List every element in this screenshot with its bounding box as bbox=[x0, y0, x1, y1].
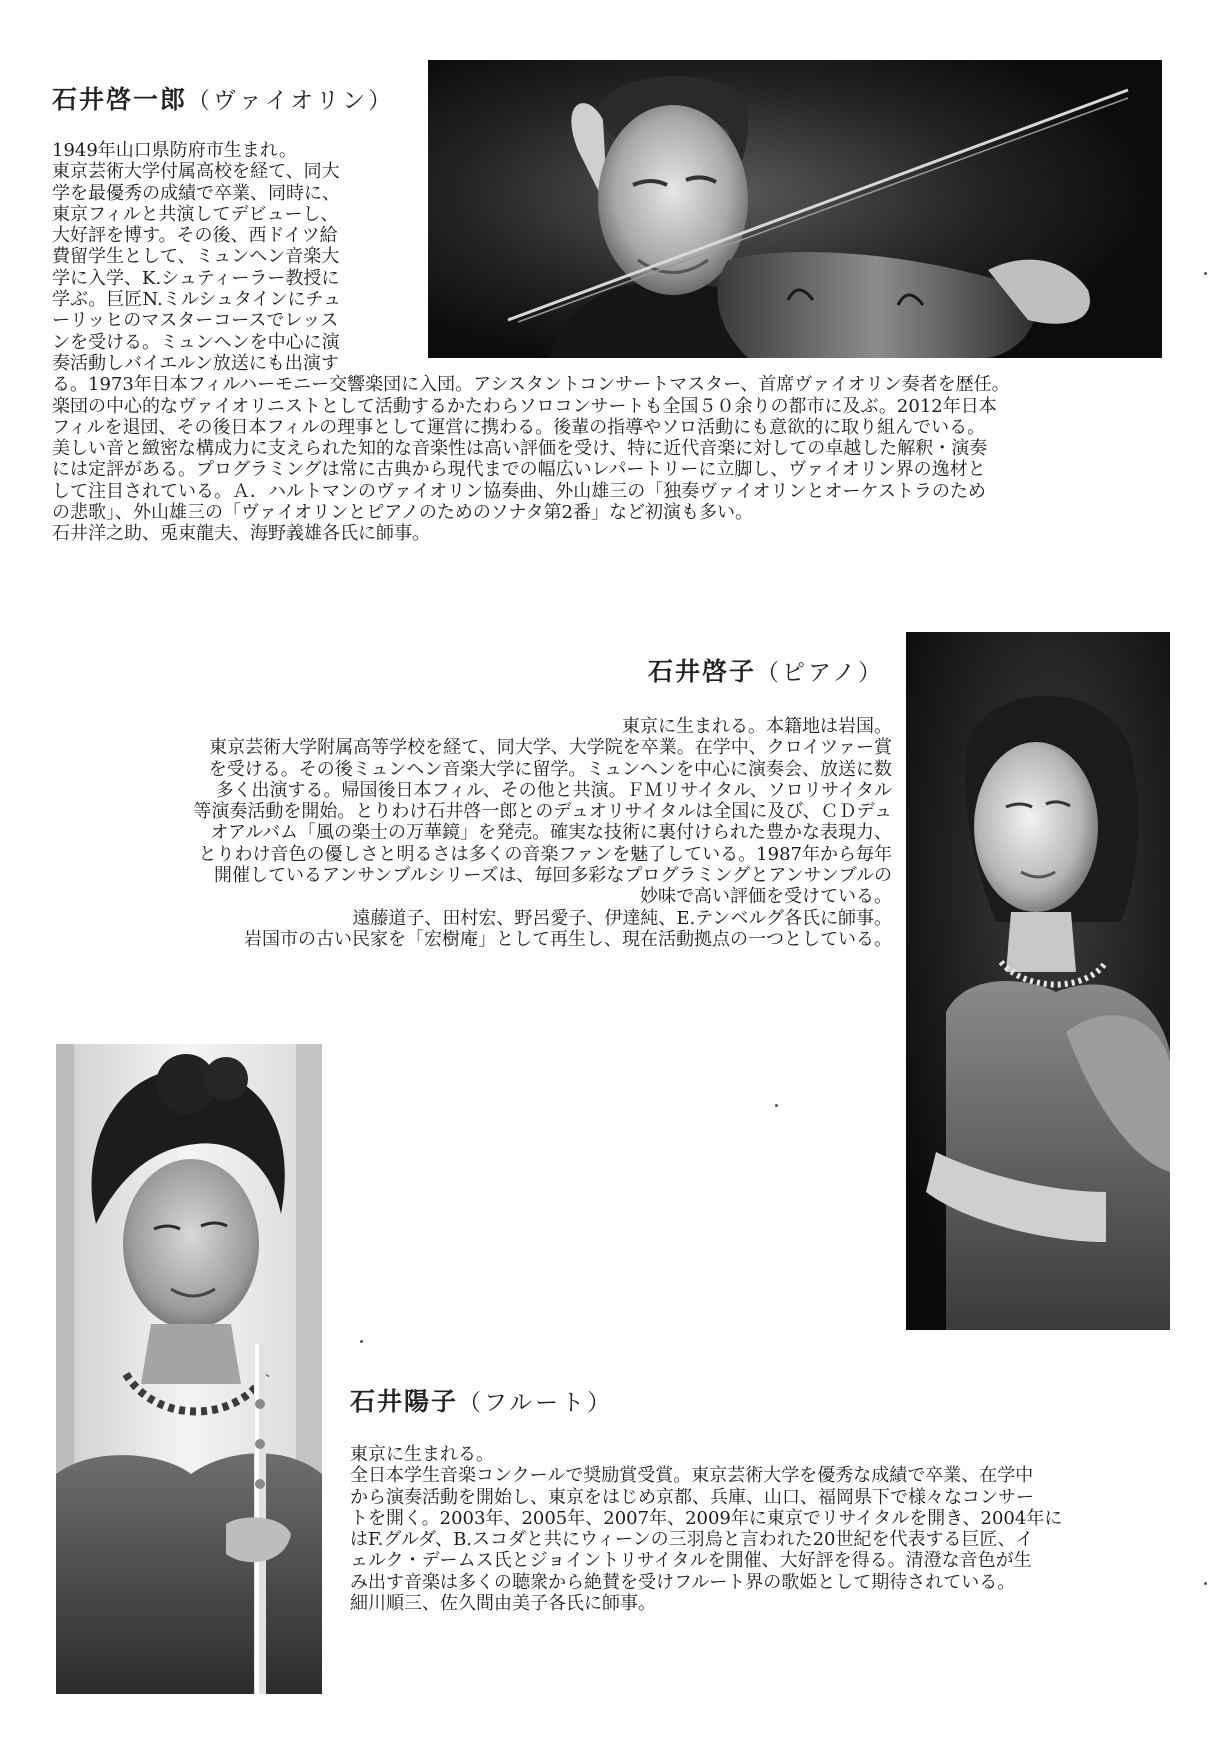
scan-speck bbox=[1204, 272, 1207, 275]
bio-line: る。1973年日本フィルハーモニー交響楽団に入団。アシスタントコンサートマスター、首席ヴァイオリン奏者を歴任。 bbox=[52, 374, 1010, 396]
bio-line: 学を最優秀の成績で卒業、同時に、 bbox=[52, 182, 340, 204]
bio-line: から演奏活動を開始し、東京をはじめ京都、兵庫、山口、福岡県下で様々なコンサー bbox=[350, 1486, 1034, 1508]
bio-line: 東京に生まれる。本籍地は岩国。 bbox=[622, 716, 892, 737]
bio-line: み出す音楽は多くの聴衆から絶賛を受けフルート界の歌姫として期待されている。 bbox=[350, 1571, 1016, 1593]
keiko-piano-photo bbox=[906, 632, 1170, 1330]
bio-line: 細川順三、佐久間由美子各氏に師事。 bbox=[350, 1593, 656, 1615]
bio-line: 全日本学生音楽コンクールで奨励賞受賞。東京芸術大学を優秀な成績で卒業、在学中 bbox=[350, 1465, 1034, 1487]
yoko-flute-photo bbox=[56, 1044, 322, 1694]
bio-line: 東京フィルと共演してデビューし、 bbox=[52, 203, 339, 225]
bio-line: 美しい音と緻密な構成力に支えられた知的な音楽性は高い評価を受け、特に近代音楽に対しての卓越した解釈・演奏 bbox=[52, 438, 988, 460]
bio-line: 東京芸術大学附属高等学校を経て、同大学、大学院を卒業。在学中、クロイツァー賞 bbox=[209, 737, 892, 759]
yoko-name: 石井陽子 bbox=[350, 1387, 459, 1416]
bio-line: ェルク・デームス氏とジョイントリサイタルを開催、大好評を得る。清澄な音色が生 bbox=[350, 1550, 1032, 1572]
scan-speck bbox=[775, 1104, 778, 1107]
bio-line: 多く出演する。帰国後日本フィル、その他と共演。ＦＭリサイタル、ソロリサイタル bbox=[215, 779, 892, 801]
bio-line: 岩国市の古い民家を「宏樹庵」として再生し、現在活動拠点の一つとしている。 bbox=[244, 928, 892, 950]
flutist-image bbox=[56, 1044, 322, 1694]
bio-line: 等演奏活動を開始。とりわけ石井啓一郎とのデュオリサイタルは全国に及び、ＣＤデュ bbox=[193, 801, 892, 823]
bio-line: 奏活動しバイエルン放送にも出演す bbox=[52, 352, 339, 374]
scan-speck bbox=[360, 1340, 363, 1343]
bio-line: オアルバム「風の楽士の万華鏡」を発売。確実な技術に裏付けられた豊かな表現力、 bbox=[210, 822, 892, 844]
bio-line: 東京に生まれる。 bbox=[350, 1444, 494, 1465]
bio-line: 大好評を博す。その後、西ドイツ給 bbox=[52, 225, 338, 247]
bio-line: を受ける。その後ミュンヘン音楽大学に留学。ミュンヘンを中心に演奏会、放送に数 bbox=[208, 758, 892, 780]
bio-line: の悲歌」、外山雄三の「ヴァイオリンとピアノのためのソナタ第2番」など初演も多い。 bbox=[52, 502, 754, 524]
bio-line: 開催しているアンサンブルシリーズは、毎回多彩なプログラミングとアンサンブルの bbox=[214, 865, 892, 887]
bio-line: はF.グルダ、B.スコダと共にウィーンの三羽烏と言われた20世紀を代表する巨匠、イ bbox=[350, 1529, 1034, 1551]
bio-line: 1949年山口県防府市生まれ。 bbox=[52, 140, 297, 161]
bio-line: ーリッヒのマスターコースでレッス bbox=[52, 310, 339, 332]
bio-line: には定評がある。プログラミングは常に古典から現代までの幅広いレパートリーに立脚し、ヴァイオリン界の逸材と bbox=[52, 459, 986, 481]
ichiro-role: （ヴァイオリン） bbox=[187, 88, 395, 114]
bio-line: 学に入学、K.シュティーラー教授に bbox=[52, 267, 340, 289]
bio-line: 石井洋之助、兎束龍夫、海野義雄各氏に師事。 bbox=[52, 523, 430, 545]
keiko-name: 石井啓子 bbox=[648, 657, 757, 686]
bio-line: ンを受ける。ミュンヘンを中心に演 bbox=[52, 331, 340, 353]
keiko-biography bbox=[193, 716, 892, 950]
bio-line: して注目されている。Ａ．ハルトマンのヴァイオリン協奏曲、外山雄三の「独奏ヴァイオリンとオーケストラのため bbox=[52, 480, 986, 502]
bio-line: 妙味で高い評価を受けている。 bbox=[640, 886, 892, 908]
bio-line: とりわけ音色の優しさと明るさは多くの音楽ファンを魅了している。1987年から毎年 bbox=[198, 843, 892, 865]
ichiro-heading bbox=[52, 80, 394, 116]
bio-line: 東京芸術大学付属高校を経て、同大 bbox=[52, 161, 340, 183]
yoko-role: （フルート） bbox=[458, 1390, 614, 1416]
bio-line: トを開く。2003年、2005年、2007年、2009年に東京でリサイタルを開き、2004年に bbox=[350, 1507, 1063, 1529]
bio-line: 費留学生として、ミュンヘン音楽大 bbox=[52, 246, 340, 268]
keiko-heading bbox=[648, 652, 884, 688]
pianist-image bbox=[906, 632, 1170, 1330]
scan-speck bbox=[1204, 1582, 1207, 1585]
bio-line: 学ぶ。巨匠N.ミルシュタインにチュ bbox=[52, 289, 341, 311]
bio-line: 遠藤道子、田村宏、野呂愛子、伊達純、E.テンベルグ各氏に師事。 bbox=[352, 907, 892, 929]
ichiro-name: 石井啓一郎 bbox=[52, 85, 188, 114]
keiko-role: （ピアノ） bbox=[756, 660, 885, 686]
bio-line: 楽団の中心的なヴァイオリニストとして活動するかたわらソロコンサートも全国５０余りの都市に及ぶ。2012年日本 bbox=[52, 395, 997, 417]
yoko-biography bbox=[350, 1444, 1062, 1614]
ichiro-biography bbox=[52, 140, 1010, 545]
yoko-heading bbox=[350, 1382, 613, 1418]
bio-line: フィルを退団、その後日本フィルの理事として運営に携わる。後輩の指導やソロ活動にも意欲的に取り組んでいる。 bbox=[52, 416, 986, 438]
